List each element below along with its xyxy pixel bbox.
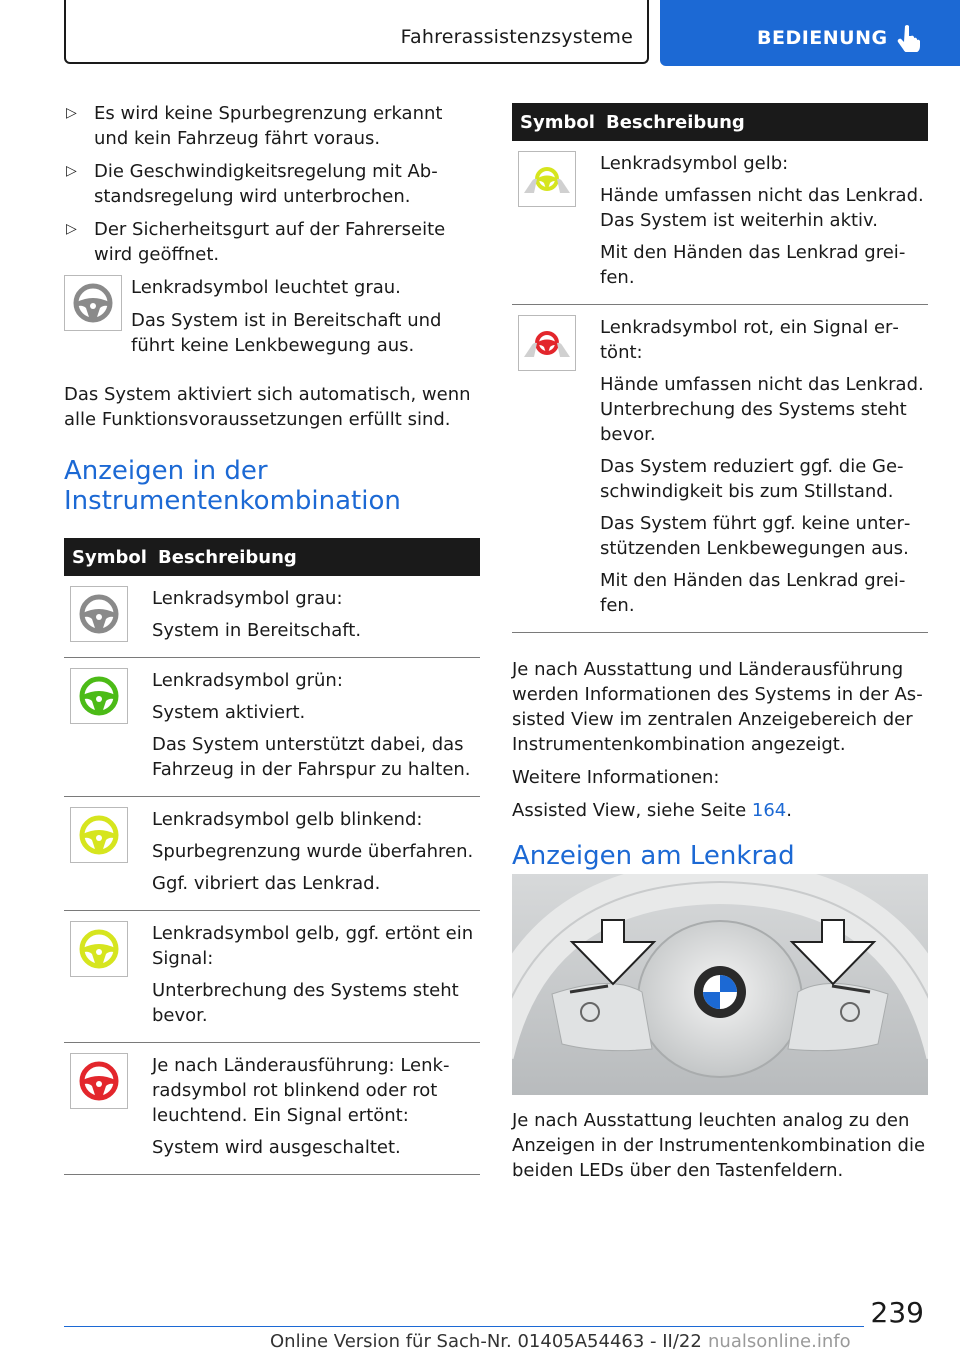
row-text: System in Bereitschaft. [152,620,362,641]
right-column [512,103,928,871]
table-row [64,797,480,911]
row-text: Ggf. vibriert das Lenkrad. [152,873,381,894]
row-text: Hände umfassen nicht das Lenkrad. Das System ist weiterhin aktiv. [600,185,924,231]
row-text: Das System führt ggf. keine unterstützenden Lenkbewegungen aus. [600,513,911,559]
page-link[interactable]: 164 [751,800,787,821]
steering-wheel-grey-icon [64,275,122,331]
section-tab [64,0,649,64]
page-header [0,0,960,66]
hand-pointer-icon [896,24,922,52]
row-text: Spurbegrenzung wurde überfahren. [152,841,474,862]
column-header-symbol: Symbol [64,538,150,576]
row-text: Lenkradsymbol rot, ein Signal ertönt: [600,317,899,363]
steering-wheel-photo [512,874,928,1095]
column-header-description: Beschreibung [598,103,928,141]
steering-wheel-grey-icon [70,586,128,642]
table-row [64,1043,480,1175]
row-text: Lenkradsymbol gelb: [600,153,789,174]
table-row [512,305,928,633]
chapter-tab [660,0,960,66]
row-text: Das System unterstützt dabei, das Fahrzeug in der Fahrspur zu halten. [152,734,471,780]
grey-symbol-note [64,275,480,366]
symbol-table [512,103,928,633]
row-text: Das System reduziert ggf. die Geschwindigkeit bis zum Stillstand. [600,456,904,502]
symbol-table [64,538,480,1175]
row-text: Hände umfassen nicht das Lenkrad. Unterbrechung des Systems steht bevor. [600,374,924,445]
row-text: Lenkradsymbol gelb, ggf. ertönt ein Signal: [152,923,474,969]
page-number: 239 [870,1296,924,1329]
assisted-view-paragraph: Je nach Ausstattung und Länderausführung werden Informationen des Systems in der Assisted View im zentralen Anzeigebereich der Instrumentenkombination angezeigt. [512,659,923,755]
chapter-title: BEDIENUNG [757,27,888,49]
row-text: Mit den Händen das Lenkrad greifen. [600,570,906,616]
hands-on-wheel-red-icon [518,315,576,371]
footer-divider [64,1326,864,1327]
steering-wheel-red-icon [70,1053,128,1109]
grey-symbol-line1: Lenkradsymbol leuchtet grau. [131,277,401,298]
row-text: Lenkradsymbol gelb blinkend: [152,809,423,830]
steering-wheel-green-icon [70,668,128,724]
footer-text: Online Version für Sach-Nr. 01405A54463 - II/22 [270,1331,702,1352]
table-row [64,911,480,1043]
triangle-bullet-icon: ▷ [66,221,77,237]
section-heading: Anzeigen am Lenkrad [512,841,795,871]
column-header-symbol: Symbol [512,103,598,141]
left-column [64,101,480,1175]
list-item: ▷ Der Sicherheitsgurt auf der Fahrerseite wird geöffnet. [66,219,446,265]
section-heading: Anzeigen in der Instrumentenkombination [64,456,401,516]
table-row [64,576,480,658]
hands-on-wheel-yellow-icon [518,151,576,207]
row-text: Je nach Länderausführung: Lenkradsymbol rot blinkend oder rot leuchtend. Ein Signal ertönt: [152,1055,450,1126]
steering-wheel-yellow-icon [70,921,128,977]
table-row [512,141,928,305]
table-row [64,658,480,797]
column-header-description: Beschreibung [150,538,480,576]
triangle-bullet-icon: ▷ [66,163,77,179]
row-text: Unterbrechung des Systems steht bevor. [152,980,459,1026]
led-paragraph: Je nach Ausstattung leuchten analog zu den Anzeigen in der Instrumentenkombination die beiden LEDs über den Tastenfeldern. [512,1110,926,1181]
row-text: System wird ausgeschaltet. [152,1137,401,1158]
steering-wheel-yellow-blinking-icon [70,807,128,863]
activation-paragraph: Das System aktiviert sich automatisch, wenn alle Funktionsvoraussetzungen erfüllt sind. [64,384,471,430]
watermark: nualsonline.info [708,1331,851,1352]
grey-symbol-line2: Das System ist in Bereitschaft und führt keine Lenkbewegung aus. [131,310,442,356]
row-text: Lenkradsymbol grau: [152,588,343,609]
cross-reference: Assisted View, siehe Seite 164. [512,800,792,821]
row-text: Lenkradsymbol grün: [152,670,343,691]
list-item: ▷ Die Geschwindigkeitsregelung mit Abstandsregelung wird unterbrochen. [66,161,438,207]
more-info-label: Weitere Informationen: [512,767,720,788]
section-title: Fahrerassistenzsysteme [400,26,633,48]
triangle-bullet-icon: ▷ [66,105,77,121]
list-item: ▷ Es wird keine Spurbegrenzung erkannt und kein Fahrzeug fährt voraus. [66,103,443,149]
row-text: System aktiviert. [152,702,306,723]
row-text: Mit den Händen das Lenkrad greifen. [600,242,906,288]
